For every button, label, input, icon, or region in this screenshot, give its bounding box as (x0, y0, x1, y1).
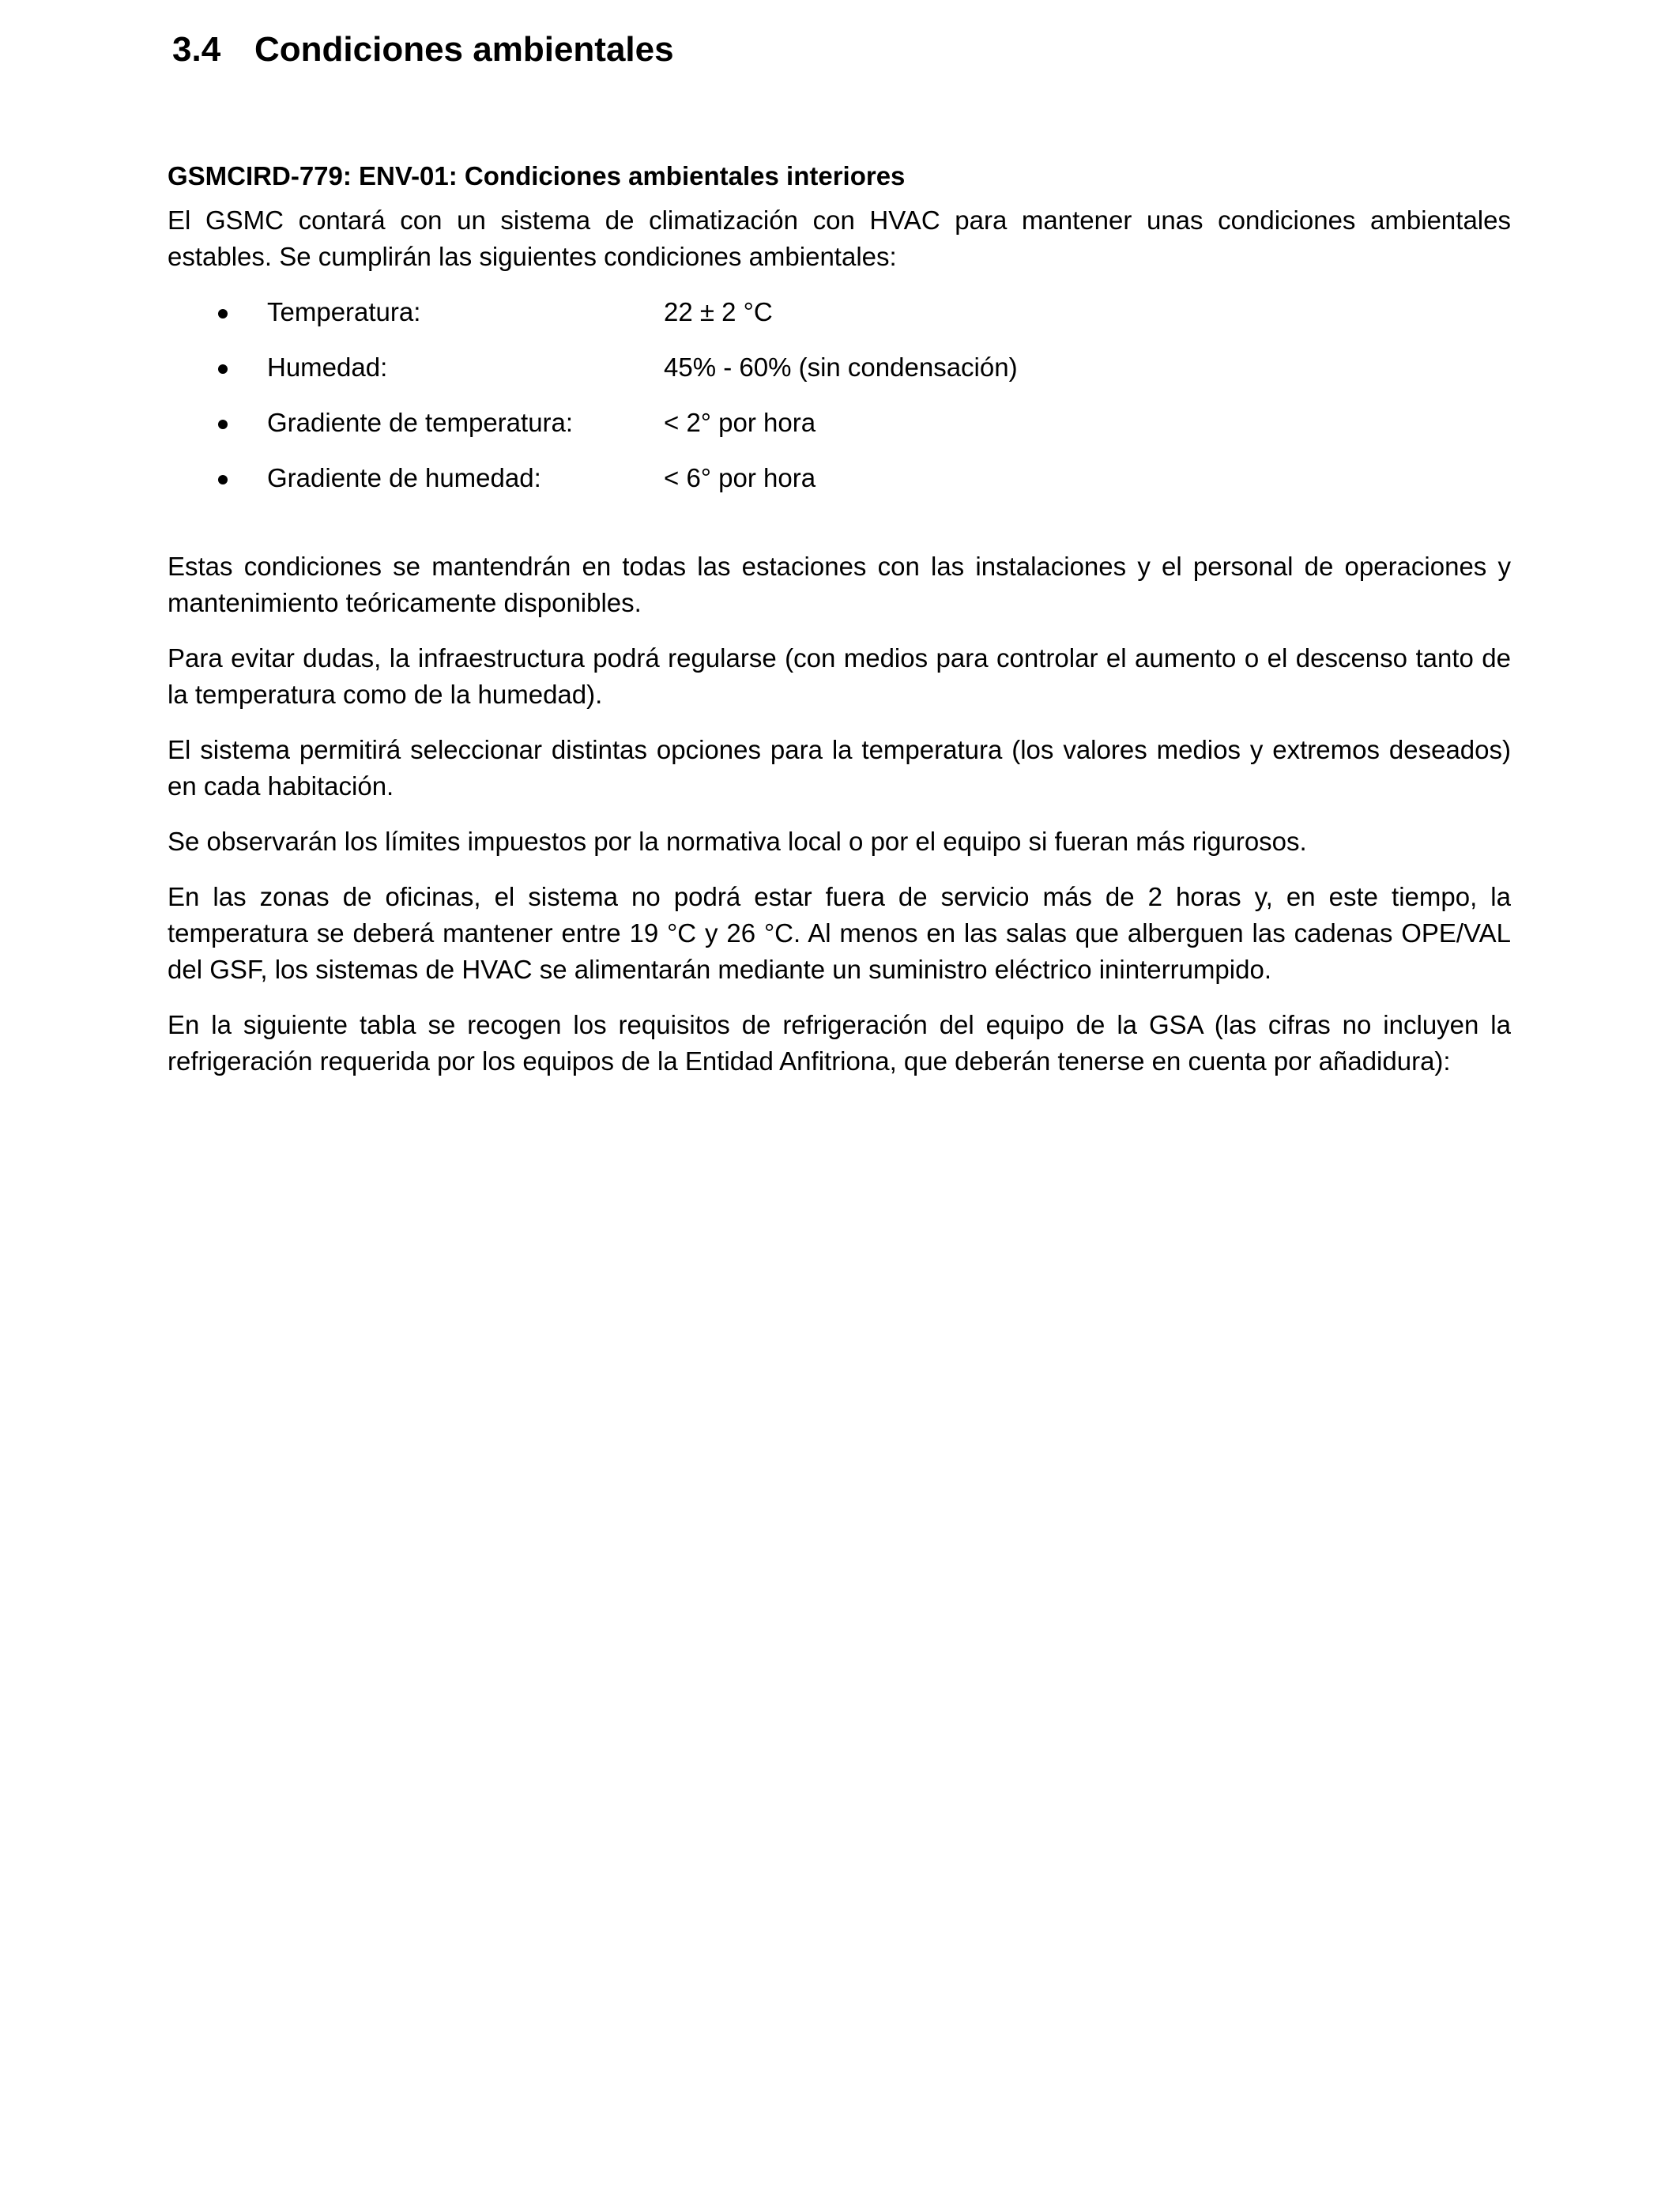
condition-label: Gradiente de humedad: (267, 463, 541, 492)
paragraph-offices: En las zonas de oficinas, el sistema no podrá estar fuera de servicio más de 2 horas y, en este tiempo, la temperatura se deberá mantener entre 19 °C y 26 °C. Al menos en las salas que alberguen las cadenas OPE/VAL del GSF, los sistemas de HVAC se alimentarán mediante un suministro eléctrico ininterrumpido. (168, 882, 1511, 984)
bullet-icon (218, 364, 228, 374)
condition-label: Gradiente de temperatura: (267, 408, 574, 437)
section-title: Condiciones ambientales (254, 30, 674, 69)
bullet-icon (218, 420, 228, 429)
condition-value: < 6° por hora (664, 463, 816, 492)
condition-item-humidity-gradient (168, 460, 1511, 496)
paragraph-limits: Se observarán los límites impuestos por la normativa local o por el equipo si fueran más rigurosos. (168, 827, 1307, 856)
bullet-icon (218, 309, 228, 319)
section-number: 3.4 (172, 30, 221, 69)
section-heading (172, 27, 674, 73)
paragraph-temperature-options: El sistema permitirá seleccionar distintas opciones para la temperatura (los valores medios y extremos deseados) en cada habitación. (168, 735, 1511, 801)
condition-item-temperature-gradient (168, 405, 1511, 441)
condition-item-temperature (168, 294, 1511, 330)
condition-item-humidity (168, 349, 1511, 386)
condition-label: Temperatura: (267, 297, 421, 326)
condition-value: 22 ± 2 °C (664, 297, 773, 326)
paragraph-cooling-table-intro: En la siguiente tabla se recogen los requisitos de refrigeración del equipo de la GSA (las cifras no incluyen la refrigeración requerida por los equipos de la Entidad Anfitriona, que deberán tenerse en cuenta por añadidura): (168, 1010, 1511, 1076)
paragraph-regulation: Para evitar dudas, la infraestructura podrá regularse (con medios para controlar el aumento o el descenso tanto de la temperatura como de la humedad). (168, 643, 1511, 709)
paragraph-stations: Estas condiciones se mantendrán en todas las estaciones con las instalaciones y el personal de operaciones y mantenimiento teóricamente disponibles. (168, 552, 1511, 617)
section-body (168, 158, 1511, 1099)
condition-label: Humedad: (267, 352, 388, 382)
condition-value: 45% - 60% (sin condensación) (664, 352, 1018, 382)
conditions-list (168, 294, 1511, 496)
bullet-icon (218, 475, 228, 484)
condition-value: < 2° por hora (664, 408, 816, 437)
requirement-title: GSMCIRD-779: ENV-01: Condiciones ambientales interiores (168, 161, 906, 190)
requirement-intro: El GSMC contará con un sistema de climatización con HVAC para mantener unas condiciones ambientales estables. Se cumplirán las siguientes condiciones ambientales: (168, 205, 1511, 271)
